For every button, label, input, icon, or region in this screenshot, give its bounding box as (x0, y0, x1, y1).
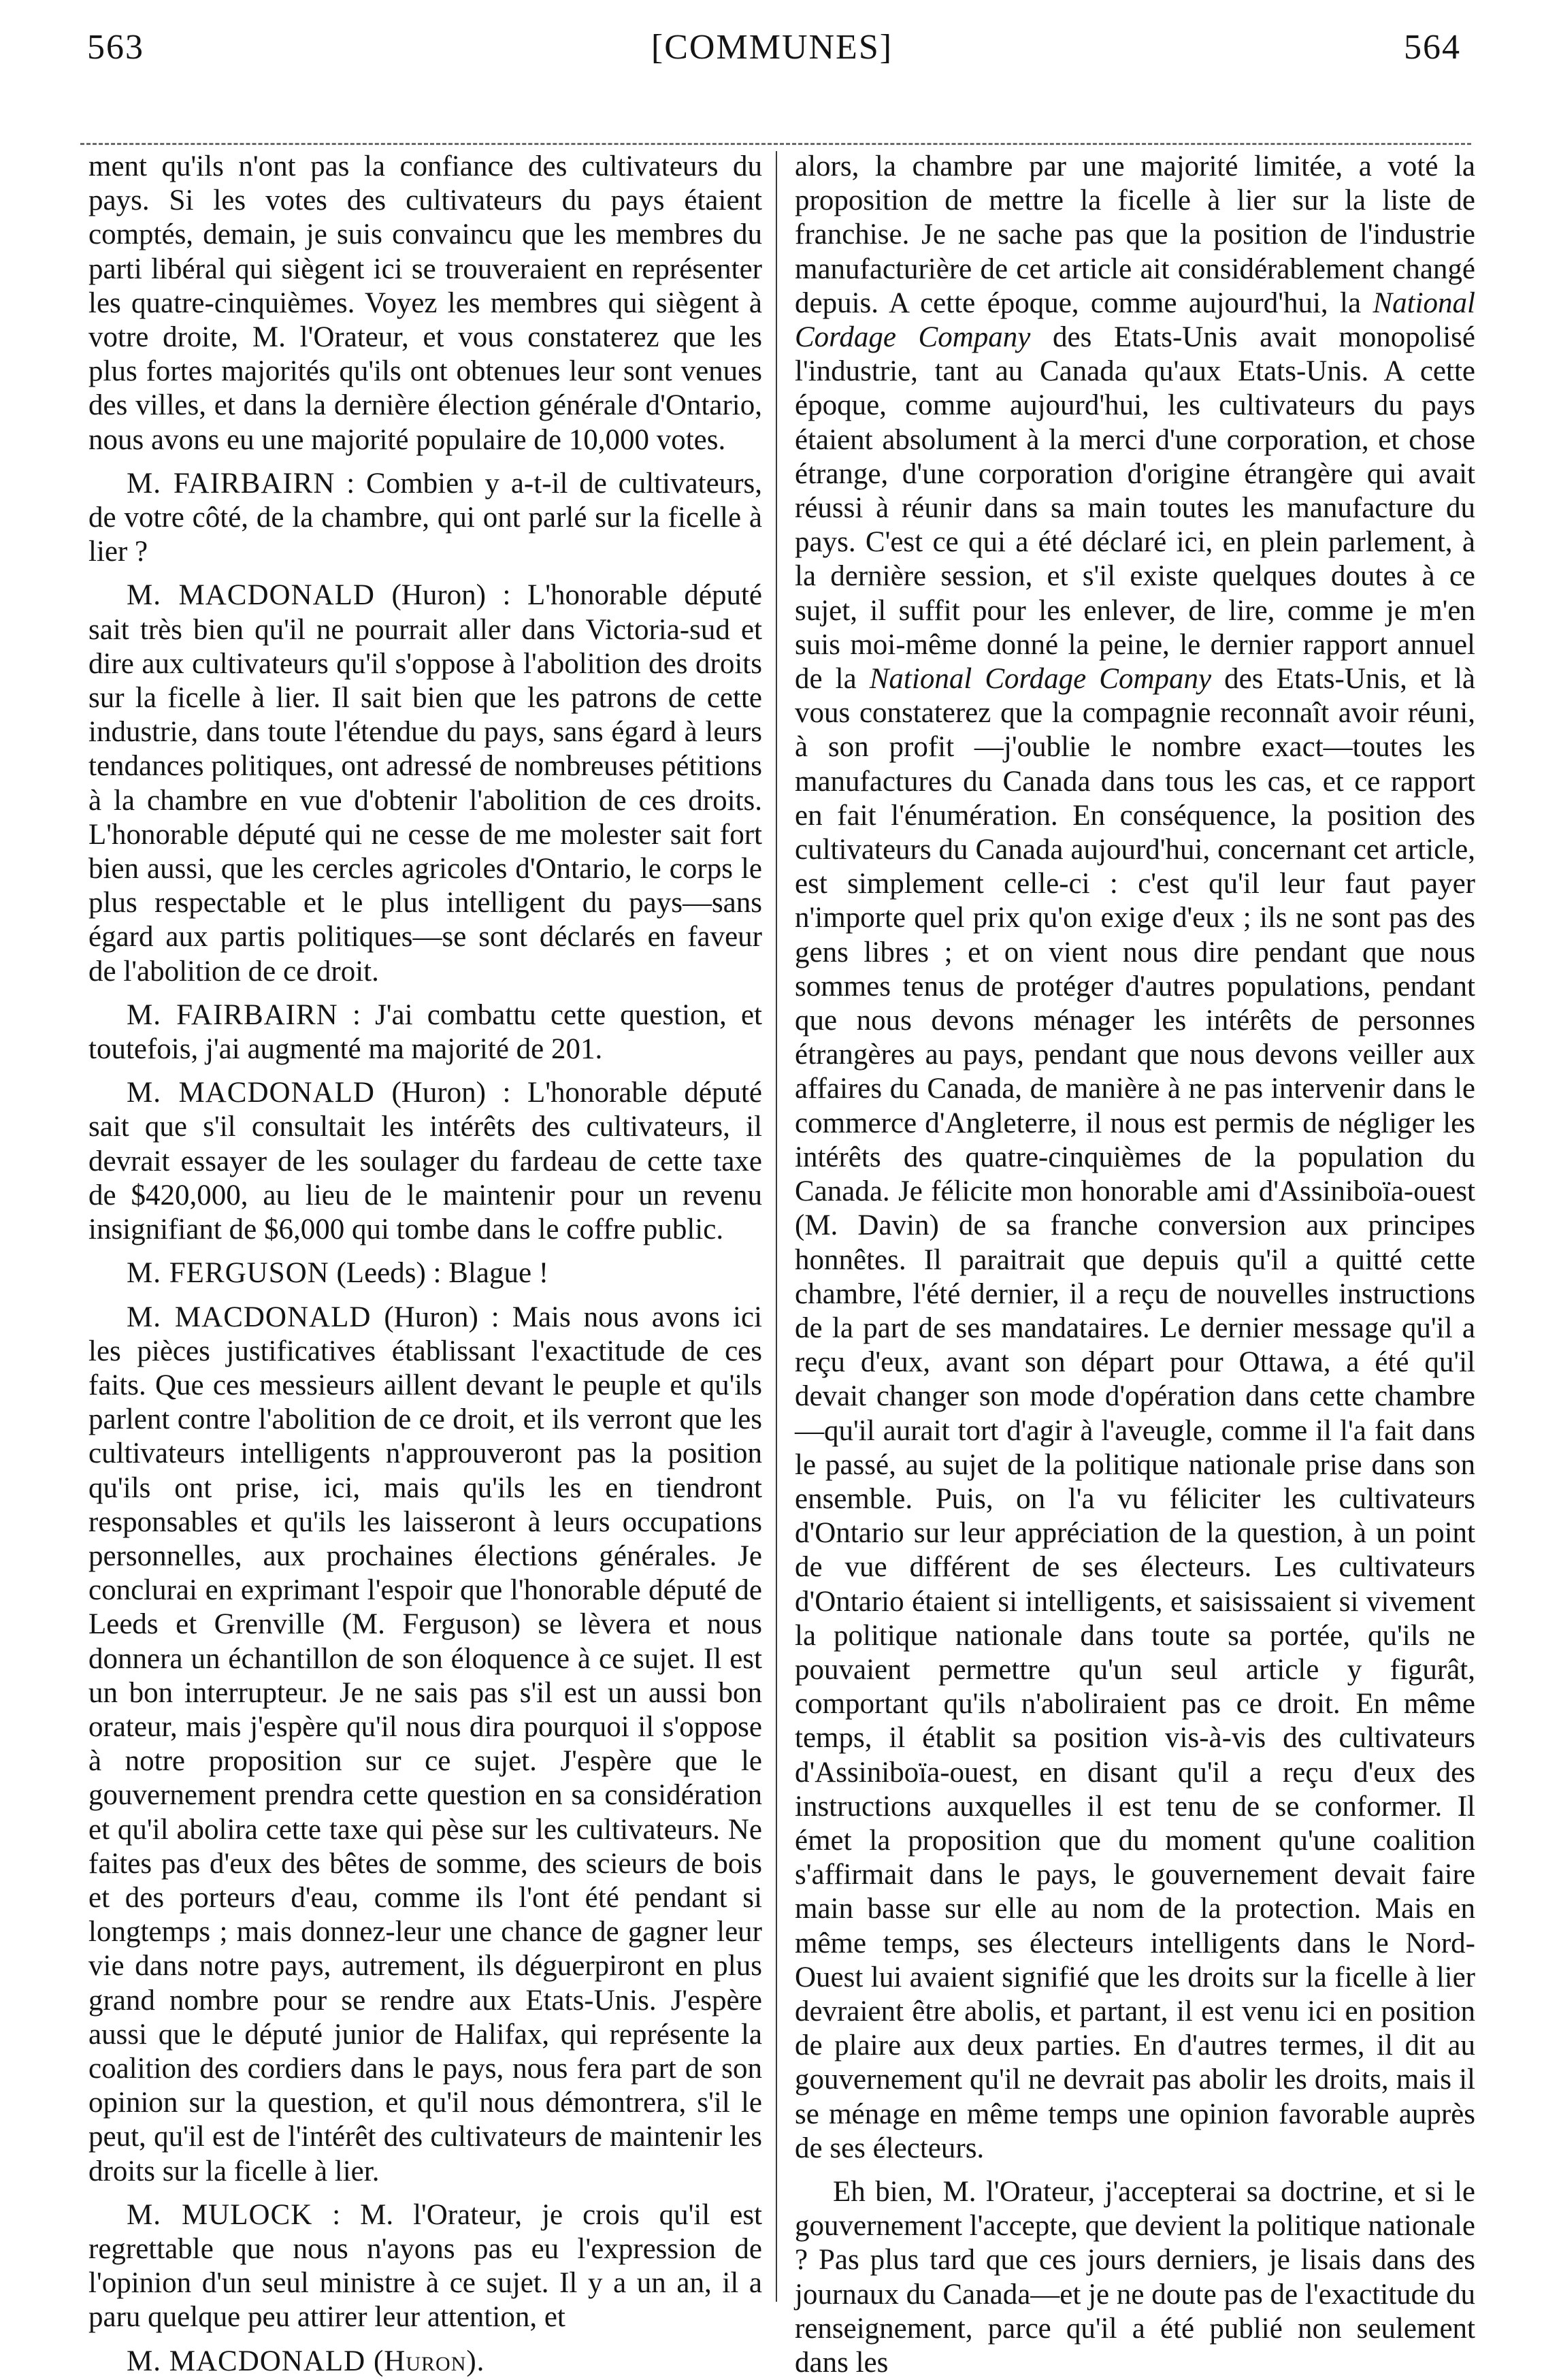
speaker-name: M. MACDONALD (127, 1077, 375, 1109)
speaker-name: M. FAIRBAIRN (127, 998, 338, 1031)
paragraph (88, 467, 762, 570)
speaker-name: M. FAIRBAIRN (127, 467, 335, 500)
speaker-name: M. MULOCK (127, 2198, 313, 2231)
speaker-name: M. MACDONALD (127, 1301, 372, 1333)
paragraph-text: Eh bien, M. l'Orateur, j'accepterai sa doctrine, et si le gouvernement l'accepte, que devient la politique nationale ? Pas plus tard que ces jours derniers, je lisais dans des journaux du Canada—et je ne doute pas de l'exactitude du renseignement, parce qu'il a été publié non seulement dans les (795, 2175, 1476, 2379)
catchword-text: M. MACDONALD (Huron). (127, 2345, 485, 2377)
paragraph (795, 2175, 1475, 2380)
paragraph (88, 1301, 762, 2189)
speaker-name: M. MACDONALD (127, 579, 375, 612)
paragraph-text: Mais nous avons ici les pièces justificatives établissant l'exactitude de ces faits. Que ces messieurs aillent devant le peuple et qu'ils parlent contre l'abolition de ce droit, et ils verront que les cultivateurs intelligents n'approuveront pas la position qu'ils ont prise, ici, mais qu'ils les en tiendront responsables et qu'ils les laisseront à leurs occupations personnelles, aux prochaines élections générales. Je conclurai en exprimant l'espoir que l'honorable député de Leeds et Grenville (M. Ferguson) se lèvera et nous donnera un échantillon de son éloquence à ce sujet. Il est un bon interrupteur. Je ne sais pas s'il est un aussi bon orateur, mais j'espère qu'il nous dira pourquoi il s'oppose à notre proposition sur ce sujet. J'espère que le gouvernement prendra cette question en sa considération et qu'il abolira cette taxe qui pèse sur les cultivateurs. Ne faites pas d'eux des bêtes de somme, des scieurs de bois et des porteurs d'eau, comme ils l'ont été pendant si longtemps ; mais donnez-leur une chance de gagner leur vie dans notre pays, autrement, ils déguerpiront en plus grand nombre pour se rendre aux Etats-Unis. J'espère aussi que le député junior de Halifax, qui représente la coalition des cordiers dans le pays, nous fera part de son opinion sur la question, et qu'il nous démontrera, s'il le peut, qu'il est de l'intérêt des cultivateurs de maintenir les droits sur la ficelle à lier. (88, 1301, 763, 2187)
company-name: National Cordage Company (795, 287, 1475, 354)
paragraph-text: (Leeds) : Blague ! (336, 1257, 549, 1290)
paragraph (88, 150, 762, 457)
paragraph (88, 1256, 762, 1290)
column-divider (776, 151, 777, 2302)
speaker-riding: (Huron) : (391, 579, 511, 612)
right-column (795, 150, 1475, 2380)
paragraph-text: L'honorable député sait que s'il consultait les intérêts des cultivateurs, il devrait essayer de les soulager du fardeau de cette taxe de $420,000, au lieu de le maintenir pour un revenu insignifiant de $6,000 qui tombe dans le coffre public. (88, 1077, 762, 1246)
paragraph-text: des Etats-Unis avait monopolisé l'industrie, tant au Canada qu'aux Etats-Unis. A cette époque, comme aujourd'hui, les cultivateurs du pays étaient absolument à la merci d'une corporation, et chose étrange, d'une corporation d'origine étrangère qui avait réussi à réunir dans sa main toutes les manufacture du pays. C'est ce qui a été déclaré ici, en plein parlement, à la dernière session, et s'il existe quelques doutes à ce sujet, il suffit pour les enlever, de lire, comme je m'en suis moi-même donné la peine, le dernier rapport annuel de la (795, 321, 1476, 696)
paragraph-text: des Etats-Unis, et là vous constaterez que la compagnie reconnaît avoir réuni, à son profit —j'oublie le nombre exact—toutes les manufactures du Canada dans tous les cas, et ce rapport en fait l'énumération. En conséquence, la position des cultivateurs du Canada aujourd'hui, concernant cet article, est simplement celle-ci : c'est qu'il leur faut payer n'importe quel prix qu'on exige d'eux ; ils ne sont pas des gens libres ; et on vient nous dire pendant que nous sommes tenus de protéger d'autres populations, pendant que nous devons ménager les intérêts de personnes étrangères au pays, pendant que nous devons veiller aux affaires du Canada, de manière à ne pas intervenir dans le commerce d'Angleterre, il nous est permis de négliger les intérêts des quatre-cinquièmes de la population du Canada. Je félicite mon honorable ami d'Assiniboïa-ouest (M. Davin) de sa franche conversion aux principes honnêtes. Il paraitrait que depuis qu'il a quitté cette chambre, l'été dernier, il a reçu de nouvelles instructions de la part de ses mandataires. Le dernier message qu'il a reçu d'eux, avant son départ pour Ottawa, a été qu'il devait changer son mode d'opération dans cette chambre —qu'il aurait tort d'agir à l'aveugle, comme il l'a fait dans le passé, au sujet de la politique nationale prise dans son ensemble. Puis, on l'a vu féliciter les cultivateurs d'Ontario sur leur appréciation de la question, à un point de vue différent de ses électeurs. Les cultivateurs d'Ontario étaient si intelligents, et saisissaient si vivement la politique nationale dans toute sa portée, qu'ils ne pouvaient permettre qu'un seul article y figurât, comportant qu'ils n'aboliraient pas ce droit. En même temps, il établit sa position vis-à-vis des cultivateurs d'Assiniboïa-ouest, en disant qu'il a reçu d'eux des instructions auxquelles il est tenu de se conformer. Il émet la proposition que du moment qu'une coalition s'affirmait dans le pays, le gouvernement devait faire main basse sur elle au nom de la protection. Mais en même temps, ses électeurs intelligents dans le Nord-Ouest lui avaient signifié que les droits sur la ficelle à lier devraient être abolis, et partant, il est venu ici en position de plaire aux deux parties. En d'autres termes, il dit au gouvernement qu'il ne devrait pas abolir les droits, mais il se ménage en même temps une opinion favorable auprès de ses électeurs. (795, 663, 1476, 2164)
speaker-riding: (Huron) : (391, 1077, 511, 1109)
running-title: [COMMUNES] (651, 28, 893, 67)
speaker-name: M. FERGUSON (127, 1257, 329, 1290)
paragraph-text: ment qu'ils n'ont pas la confiance des cultivateurs du pays. Si les votes des cultivateurs du pays étaient comptés, demain, je suis convaincu que les membres du parti libéral qui siègent ici se trouveraient en représenter les quatre-cinquièmes. Voyez les membres qui siègent à votre droite, M. l'Orateur, et vous constaterez que les plus fortes majorités qu'ils ont obtenues leur sont venues des villes, et dans la dernière élection générale d'Ontario, nous avons eu une majorité populaire de 10,000 votes. (88, 150, 762, 456)
company-name: National Cordage Company (869, 663, 1212, 696)
page-number-right: 564 (1404, 28, 1461, 67)
page-number-left: 563 (87, 28, 144, 67)
paragraph-text: L'honorable député sait très bien qu'il ne pourrait aller dans Victoria-sud et dire aux cultivateurs qu'il s'oppose à l'abolition des droits sur la ficelle à lier. Il sait bien que les patrons de cette industrie, dans toute l'étendue du pays, sans égard à leurs tendances politiques, ont adressé de nombreuses pétitions à la chambre en vue d'obtenir l'abolition de ces droits. L'honorable député qui ne cesse de me molester sait fort bien aussi, que les cercles agricoles d'Ontario, le corps le plus respectable et le plus intelligent du pays—sans égard aux partis politiques—se sont déclarés en faveur de l'abolition de ce droit. (88, 579, 762, 988)
header-rule (80, 143, 1471, 145)
left-column (88, 150, 762, 2379)
paragraph-text: : M. l'Orateur, je crois qu'il est regrettable que nous n'ayons pas eu l'expression de l'opinion d'un seul ministre à ce sujet. Il y a un an, il a paru quelque peu attirer leur attention, et (88, 2198, 763, 2334)
paragraph-text: alors, la chambre par une majorité limitée, a voté la proposition de mettre la ficelle à lier sur la liste de franchise. Je ne sache pas que la position de l'industrie manufacturière de cet article ait considérablement changé depuis. A cette époque, comme aujourd'hui, la (795, 150, 1475, 319)
paragraph (88, 998, 762, 1066)
paragraph (795, 150, 1475, 2166)
paragraph (88, 578, 762, 988)
paragraph (88, 1076, 762, 1247)
footer-catchword (88, 2345, 762, 2379)
speaker-riding: (Huron) : (384, 1301, 499, 1333)
paragraph (88, 2198, 762, 2335)
paragraph-text: : J'ai combattu cette question, et toutefois, j'ai augmenté ma majorité de 201. (88, 998, 762, 1066)
paragraph-text: : Combien y a-t-il de cultivateurs, de votre côté, de la chambre, qui ont parlé sur la ficelle à lier ? (88, 467, 763, 568)
